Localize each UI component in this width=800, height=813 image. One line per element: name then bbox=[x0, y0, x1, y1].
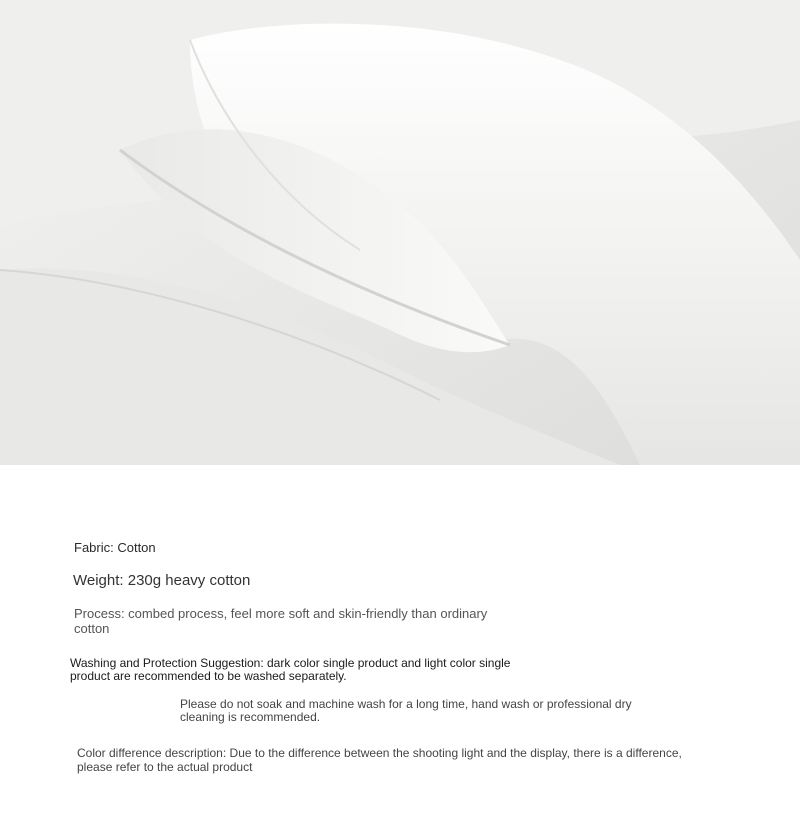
spec-fabric: Fabric: Cotton bbox=[74, 540, 156, 555]
spec-color-difference: Color difference description: Due to the difference between the shooting light and the display, there is a difference, please refer to the actual product bbox=[77, 746, 682, 774]
spec-washing-suggestion: Washing and Protection Suggestion: dark color single product and light color single product are recommended to be washed separately. bbox=[70, 656, 511, 683]
spec-process: Process: combed process, feel more soft and skin-friendly than ordinary cotton bbox=[74, 606, 488, 636]
spec-weight: Weight: 230g heavy cotton bbox=[73, 572, 251, 589]
spec-soak-warning: Please do not soak and machine wash for a long time, hand wash or professional dry cleaning is recommended. bbox=[180, 697, 632, 724]
